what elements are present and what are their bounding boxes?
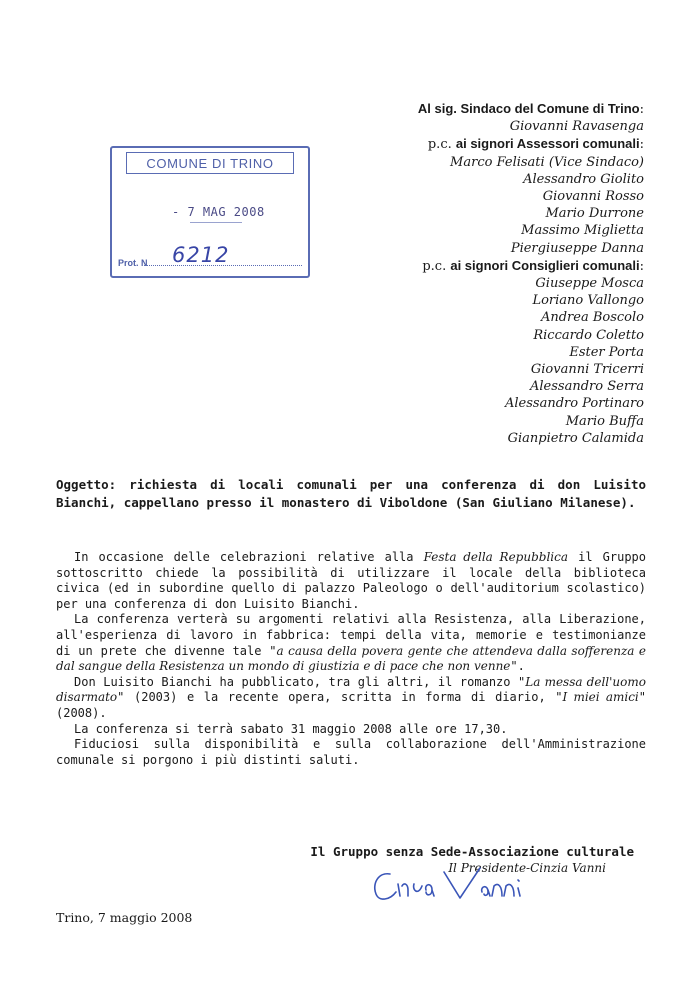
assessore-name: Massimo Miglietta [521,223,644,239]
assessori-label: ai signori Assessori comunali [455,136,640,152]
sindaco-label: Al sig. Sindaco del Comune di Trino [417,101,640,116]
consigliere-name: Andrea Boscolo [540,310,644,326]
signature-organization: Il Gruppo senza Sede-Associazione culturale [310,844,634,859]
assessore-name: Alessandro Giolito [523,171,644,187]
consiglieri-label: ai signori Consiglieri comunali [450,257,640,273]
stamp-date: - 7 MAG 2008 [172,205,265,219]
addressee-block [324,100,644,447]
body-paragraph: Fiduciosi sulla disponibilità e sulla collaborazione dell'Amministrazione comunale si porgono i più distinti saluti. [56,737,646,767]
addressee-assessori: p.c. ai signori Assessori comunali: [427,136,644,153]
sindaco-name: Giovanni Ravasenga [509,119,644,135]
body-paragraph: In occasione delle celebrazioni relative alla Festa della Repubblica il Gruppo sottoscritto chiede la possibilità di utilizzare il locale della biblioteca civica (ed in subordine quello di palazzo Paleologo o dell'auditorium scolastico) per una conferenza di don Luisito Bianchi. [56,550,647,611]
body-paragraph: La conferenza si terrà sabato 31 maggio 2008 alle ore 17,30. [74,721,508,736]
consigliere-name: Ester Porta [569,344,644,360]
stamp-protocol-number: 6212 [172,243,230,267]
stamp-dotted-line [144,265,302,266]
letter-subject: Oggetto: richiesta di locali comunali per una conferenza di don Luisito Bianchi, cappellano presso il monastero di Viboldone (San Giuliano Milanese). [56,477,646,510]
handwritten-signature [368,862,554,912]
consigliere-name: Loriano Vallongo [532,293,644,309]
assessore-name: Piergiuseppe Danna [510,240,644,256]
protocol-stamp [110,146,310,278]
consigliere-name: Alessandro Portinaro [504,396,644,412]
assessore-name: Mario Durrone [545,206,644,222]
consigliere-name: Giovanni Tricerri [530,362,644,378]
stamp-protocol-label: Prot. N [118,258,148,268]
assessore-name: Giovanni Rosso [542,189,644,205]
signature-president: Il Presidente-Cinzia Vanni [448,861,606,875]
addressee-consiglieri: p.c. ai signori Consiglieri comunali: [422,257,644,274]
assessore-name: Marco Felisati (Vice Sindaco) [450,154,644,170]
place-date: Trino, 7 maggio 2008 [56,910,193,925]
stamp-smudge [190,222,242,227]
letter-body [56,550,646,768]
consigliere-name: Gianpietro Calamida [507,430,644,446]
consigliere-name: Riccardo Coletto [533,327,644,343]
consigliere-name: Alessandro Serra [530,379,644,395]
consigliere-name: Mario Buffa [565,413,644,429]
stamp-heading: COMUNE DI TRINO [126,152,294,174]
addressee-sindaco: Al sig. Sindaco del Comune di Trino: [417,101,644,117]
body-paragraph: Don Luisito Bianchi ha pubblicato, tra gli altri, il romanzo "La messa dell'uomo disarmato" (2003) e la recente opera, scritta in forma di diario, "I miei amici" (2008). [56,674,646,720]
consigliere-name: Giuseppe Mosca [535,276,644,292]
body-paragraph: La conferenza verterà su argomenti relativi alla Resistenza, alla Liberazione, all'esperienza di lavoro in fabbrica: tempi della vita, memorie e testimonianze di un prete che divenne tale "a causa della povera gente che attendeva dalla sofferenza e dal sangue della Resistenza un mondo di giustizia e di pace che non venne". [56,612,646,674]
